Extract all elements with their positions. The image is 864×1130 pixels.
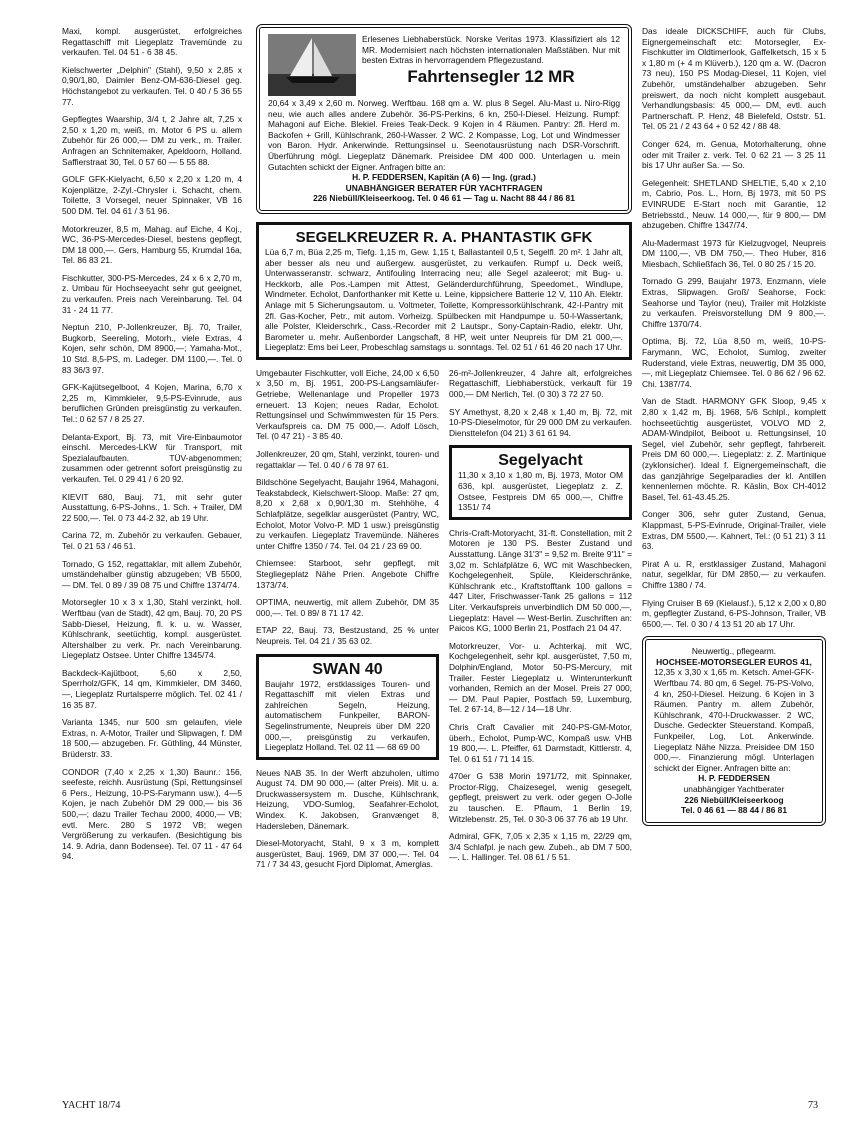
fahrtensegler-contact3: 226 Niebüll/Kleiseerkoog. Tel. 0 46 61 — Tag u. Nacht 88 44 / 86 81 (313, 193, 575, 204)
classified-ad: 470er G 538 Morin 1971/72, mit Spinnaker, Proctor-Rigg, Chaizesegel, wenig gesegelt, gepflegt, preiswert zu verk. oder gegen O-Jolle zu tauschen. E. Pflaum, 1 Berlin 19, Witzlebenstr. 25, Tel. 0 30-3 06 37 76 ab 19 Uhr. (449, 771, 632, 824)
middle-subcolumns (256, 368, 632, 877)
classified-ad: Jollenkreuzer, 20 qm, Stahl, verzinkt, touren- und regattaklar — Tel. 0 40 / 6 78 97 61. (256, 449, 439, 470)
classified-ad: Motorkreuzer, 8,5 m, Mahag. auf Eiche, 4 Koj., WC, 36-PS-Mercedes-Diesel, bestens gepflegt, DM 18 000,—. Gers, Hamburg 55, Krumdal 16a, Tel. 86 83 21. (62, 223, 242, 266)
classified-ad: Conger 306, sehr guter Zustand, Genua, Klappmast, 5-PS-Evinrude, Original-Trailer, viele Extras, DM 5500,—. Kahnert, Tel.: (0 51 21) 3 11 63. (642, 509, 826, 552)
column-right (642, 26, 826, 834)
middle-subcolumn-right (449, 368, 632, 877)
classified-ad: Motorkreuzer, Vor- u. Achterkaj. mit WC, Kochgelegenheit, sehr kpl. ausgerüstet, 7,50 m, Dolphin/England, Motor 50-PS-Mercury, mit Trailer. Fester Liegeplatz u. Winterunterkunft vorhanden, Remich an der Mosel. Preis 27 000,— DM. Paul Papier, Postfach 59, Luxemburg, Tel. 2 67-14, 8—12 / 14—18 Uhr. (449, 640, 632, 715)
classified-ad: Van de Stadt. HARMONY GFK Sloop, 9,45 x 2,80 x 1,42 m, Bj. 1968, 5/6 Schlpl., komplett hochseetüchtig ausgerüstet, VOLVO MD 2, ADAM-Windpilot, Beiboot u. Rettungsinsel, 10 Segel, viel Zubehör, sehr gepflegt, fahrbereit. Preis DM 60 000,—. Liegeplatz: z. Z. Martinique (zyklonsicher). Ideal f. Eignergemeinschaft, die das ganzjährige Segelparadies der kl. Antillen kennenlernen möchte. R. Käslin, Box CH-4012 Basel, Tel. 61-43.45.25. (642, 396, 826, 502)
sailboat-photo (268, 34, 356, 96)
classified-ad: Umgebauter Fischkutter, voll Eiche, 24,00 x 6,50 x 3,50 m, Bj. 1951, 200-PS-Langsamläufer-Getriebe, Wellenanlage und Propeller 1973 erneuert. 13 Kojen; neues Radar, Echolot. Rettungsinsel und Schwimmwesten für 15 Pers. Verkaufspreis ca. DM 75 000,—. Adolf Lösch, Tel. (0 47 21) - 3 85 40. (256, 367, 439, 442)
classified-ad: GFK-Kajütsegelboot, 4 Kojen, Marina, 6,70 x 2,25 m, Kimmkieler, 9,5-PS-Evinrude, aus beruflichen Gründen preisgünstig zu verkaufen. Tel.: 0 62 57 / 8 25 27. (62, 382, 242, 424)
classified-ad: Admiral, GFK, 7,05 x 2,35 x 1,15 m, 22/29 qm, 3/4 Schlafpl. je nach gew. Zubeh., ab DM 7 500,—. L. Hallinger. Tel. 08 61 / 5 51. (449, 831, 632, 863)
fahrtensegler-intro: Erlesenes Liebhaberstück. Norske Veritas 1973. Klassifiziert als 12 MR. Modernisiert nach höchsten internationalen Maßstäben. Nur mit besten Extras in hervorragendem Pflegezustand. (362, 34, 620, 66)
classified-ad: Bildschöne Segelyacht, Baujahr 1964, Mahagoni, Teakstabdeck, Kielschwert-Sloop. Maße: 27 qm, 8,20 x 2,68 x 0,90/1,30 m. Stehhöhe, 4 Schlafplätze, segelklar ausgerüstet (Pantry, WC, Echolot, Motor Volvo-P. MD 1 usw.) preisgünstig zu verkaufen. Liegeplatz Travemünde. Näheres unter Chiffre 1350 / 74. Tel. 04 21 / 23 69 00. (256, 477, 439, 551)
classified-ad: Maxi, kompl. ausgerüstet, erfolgreiches Regattaschiff mit Liegeplatz Travemünde zu verkaufen. Tel. 04 51 - 6 38 45. (62, 26, 242, 58)
classified-ad: CONDOR (7,40 x 2,25 x 1,30) Baunr.: 156, seefeste, reichh. Ausrüstung (Spi, Rettungsinsel 6 Pers., Heizung, 10-PS-Farymann usw.), 4—5 Kojen, je nach Zubehör DM 29 000,— bis 36 500,—; dazu Trailer Techau 2000, 4000,— VB; evtl. Merc. 280 S 1972 VB; wegen Vergrößerung zu verkaufen. (Besichtigung bis 14. 9. Adria, dann Bodensee). Tel. 07 11 - 47 64 94. (62, 766, 242, 862)
footer-magazine: YACHT 18/74 (62, 1100, 121, 1111)
classified-ad: Neptun 210, P-Jollenkreuzer, Bj. 70, Trailer, Bugkorb, Seereling, Motorh., viele Extras, 4 Kojen, sehr schön, DM 8900,—; Yamaha-Mot., 10 Std. 8,5-PS, m. Ladeger. DM 1100,—. Tel. 0 83 36/3 97. (62, 322, 242, 375)
middle-subcolumn-left (256, 368, 439, 877)
fahrtensegler-contact2: UNABHÄNGIGER BERATER FÜR YACHTFRAGEN (345, 182, 543, 193)
swan-title: SWAN 40 (312, 660, 383, 678)
fahrtensegler-title: Fahrtensegler 12 MR (407, 66, 575, 86)
classified-ad: GOLF GFK-Kielyacht, 6,50 x 2,20 x 1,20 m, 4 Kojenplätze, 2-Zyl.-Chrysler i. Schacht, chem. Toilette, 3 Vorsegel, neuer Spinnaker, VB 16 500 DM. Tel. 04 61 / 3 51 96. (62, 174, 242, 216)
classified-ad: Chiemsee: Starboot, sehr gepflegt, mit Stegliegeplatz Nähe Prien. Angebote Chiffre 1373/74. (256, 558, 439, 590)
hochsee-title: HOCHSEE-MOTORSEGLER EUROS 41, (656, 656, 812, 667)
fahrtensegler-contact: H. P. FEDDERSEN, Kapitän (A 6) — Ing. (grad.) (352, 172, 536, 183)
column-middle (256, 24, 632, 877)
hochsee-contact: H. P. FEDDERSEN (698, 773, 770, 784)
classified-ad: Delanta-Export, Bj. 73, mit Vire-Einbaumotor einschl. Mercedes-LKW für Transport, mit Spezialaufbauten. TÜV-abgenommen; zusammen oder getrennt sofort preisgünstig zu verkaufen. Tel. 0 29 41 / 6 20 92. (62, 431, 242, 484)
classified-ad: Gepflegtes Waarship, 3/4 t, 2 Jahre alt, 7,25 x 2,50 x 1,20 m, weiß, m. Motor 6 PS u. allem Zubehör für 26 000,— DM zu verk., m. Trailer. Anfragen an Schnitemaker, Apeldoorn, Holland. Saffierstraat 30, Tel. 0 57 60 — 5 55 88. (62, 114, 242, 167)
classified-ad: Optima, Bj. 72, Lüa 8,50 m, weiß, 10-PS-Farymann, WC, Echolot, Sumlog, zweiter Ruderstand, viele Extras, neuwertig, DM 35 000,—, mit Liegeplatz Chiemsee. Tel. 0 86 62 / 96 62. Chi. 1387/74. (642, 336, 826, 389)
classified-ad: Motorsegler 10 x 3 x 1,30, Stahl verzinkt, holl. Werftbau (van de Stadt), 42 qm, Bauj. 70, 20 PS Sabb-Diesel, Heizung, fl. k. u. w. Wasser, Kühlschrank, seetüchtig, kompl. ausgerüstet. Altershalber zu verk. Pr. nach Vereinbarung. Liegeplatz Ostsee. Unter Chiffre 1345/74. (62, 597, 242, 661)
ad-segelyacht (449, 445, 632, 519)
classified-ad: Pirat A u. R, erstklassiger Zustand, Mahagoni natur, segelklar, für DM 2850,— zu verkaufen. Chiffre 1380 / 74. (642, 558, 826, 590)
hochsee-body: 12,35 x 3,30 x 1,65 m. Ketsch. Amel-GFK-Werftbau 74. 80 qm, 6 Segel. 75-PS-Volvo, 4 kn, 250-l-Diesel. Heizung. 6 Kojen in 3 Räumen. Pantry m. allem Zubehör, Kühlschrank, 470-l-Druckwasser. 2 WC, Dusche. Gedeckter Steuerstand. Kompaß, Funkpeiler, Log, Lot. Ankerwinde. Liegeplatz Nähe Nizza. Preisidee DM 150 000,—. Finanzierung mögl. Unterlagen schickt der Eigner. Anfragen bitte an: (654, 667, 814, 773)
classified-ad: Tornado, G 152, regattaklar, mit allem Zubehör, umständehalber günstig abzugeben; VB 5500,— DM. Tel. 0 89 / 39 08 75 und Chiffre 1374/74. (62, 558, 242, 590)
column-left (62, 26, 242, 869)
classified-ad: Kielschwerter „Delphin" (Stahl), 9,50 x 2,85 x 0,90/1,80, Daimler Benz-OM-636-Diesel geg. Höchstangebot zu verkaufen. Tel. 0 40 / 5 36 55 77. (62, 64, 242, 107)
hochsee-intro: Neuwertig., pflegearm. (691, 646, 777, 657)
classified-ad: Varianta 1345, nur 500 sm gelaufen, viele Extras, n. A-Motor, Trailer und Slipwagen, f. DM 18 500,— abzugeben. Fr. Güthling, 44 Münster, Brüderstr. 33. (62, 717, 242, 760)
classified-ad: Alu-Madermast 1973 für Kielzugvogel, Neupreis DM 1100,—, VB DM 750,—. Theo Huber, 816 Miesbach, Schließfach 36, Tel. 0 80 25 / 15 20. (642, 237, 826, 269)
segelyacht-title: Segelyacht (498, 452, 583, 470)
footer-page-number: 73 (808, 1100, 818, 1111)
ad-fahrtensegler (256, 24, 632, 214)
classified-ad: Conger 624, m. Genua, Motorhalterung, ohne oder mit Trailer z. verk. Tel. 0 62 21 — 3 25 11 bis 17 Uhr außer Sa. — So. (642, 138, 826, 171)
segelyacht-body: 11,30 x 3,10 x 1,80 m, Bj. 1973, Motor OM 636, kpl. ausgerüstet, Liegeplatz z. Z. Ostsee, Festpreis DM 65 000,—, Chiffre 1351/ 74 (458, 470, 623, 513)
hochsee-contact3: 226 Niebüll/Kleiseerkoog (684, 794, 784, 805)
classified-ad: KIEVIT 680, Bauj. 71, mit sehr guter Ausstattung, 6-PS-Johns., 1. Sch. + Trailer, DM 22 500,—. Tel. 0 73 44-2 32, ab 19 Uhr. (62, 491, 242, 523)
classified-ad: Neues NAB 35. In der Werft abzuholen, ultimo August 74. DM 90 000,— (alter Preis). Mit u. a. Druckwassersystem m. Dusche, Kühlschrank, Heizung, VDO-Sumlog, Seafahrer-Echolot, Windex. K. Jakobsen, Granvænget 8, Hadersleben, Dänemark. (256, 767, 439, 831)
classified-ad: Flying Cruiser B 69 (Kielausf.), 5,12 x 2,00 x 0,80 m, gepflegter Zustand, 6-PS-Johnson, Trailer, VB 6500,—. Tel. 0 30 / 4 13 51 20 ab 17 Uhr. (642, 597, 826, 629)
classified-ad: Gelegenheit: SHETLAND SHELTIE, 5,40 x 2,10 m, Cabrio, Pos. L., Horn, Bj 1973, mit 50 PS EVINRUDE E-Start noch mit Garantie, 12 Betriebsstd., Neuw. 14 000,—, für 9 800,— DM abzugeben. Chiffre 1347/74. (642, 177, 826, 231)
classified-ad: ETAP 22, Bauj. 73, Bestzustand, 25 % unter Neupreis. Tel. 04 21 / 35 63 02. (256, 625, 439, 646)
hochsee-contact2: unabhängiger Yachtberater (683, 784, 785, 794)
classified-ad: Carina 72, m. Zubehör zu verkaufen. Gebauer, Tel. 0 21 53 / 46 51. (62, 530, 242, 551)
fahrtensegler-body: 20,64 x 3,49 x 2,60 m. Norweg. Werftbau. 168 qm a. W. plus 8 Segel. Alu-Mast u. Niro-Rigg neu, wie auch alles andere Zubehör. 36-PS-Perkins, 6 kn, 250-l-Diesel. Heizung. Rumpf: Mahagoni auf Eiche. Blekiel. Freies Teak-Deck. 9 Kojen in 4 Räumen. Pantry: 2fl. Herd m. Backofen + Grill, Kühlschrank, 260-l-Wasser. 2 WC. 2 Kompasse, Log, Lot und Windmesser von Baron. Hydr. Ankerwinde. Rettungsinsel u. Seenotausrüstung nach DSR-Vorschrift. Überführung mögl. Liegeplatz Dänemark. Preisidee DM 400 000. Unterlagen u. mein Gutachten schickt der Eigner. Anfragen bitte an: (268, 98, 620, 172)
classified-ad: Chris Craft Cavalier mit 240-PS-GM-Motor, überh., Echolot, Pump-WC, Kompaß usw. VHB 19 800,—. L. Pfeiffer, 61 Darmstadt, Kittlerstr. 4, Tel. 0 61 51 / 71 14 15. (449, 721, 632, 764)
classified-ad: Fischkutter, 300-PS-Mercedes, 24 x 6 x 2,70 m, z. Umbau für Hochseeyacht sehr gut geeignet, zu verkaufen. Preis nach Vereinbarung. Tel. 04 31 - 24 11 77. (62, 272, 242, 315)
classified-ad: Chris-Craft-Motoryacht, 31-ft. Constellation, mit 2 Motoren je 130 PS. Bester Zustand und Ausstattung. Länge 31'3" = 9,52 m. Breite 9'11" = 3,02 m. Schlafplätze 6, WC mit Waschbecken, Kochgelegenheit, Spüle, Kleiderschränke, Kühlschrank etc., Kraftstofftank 100 gallons = 447 Liter, Frischwasser-Tank 25 gallons = 112 Liter. Verkaufspreis unverbindlich DM 50 000,—, Liegeplatz: Havel — West-Berlin. Zuschriften an: Paicos KG, 1000 Berlin 21, Postfach 21 04 47. (449, 527, 632, 634)
hochsee-contact4: Tel. 0 46 61 — 88 44 / 86 81 (681, 805, 787, 816)
ad-phantastik (256, 222, 632, 360)
classified-ad: 26-m²-Jollenkreuzer, 4 Jahre alt, erfolgreiches Regattaschiff, Liebhaberstück, verkauft für 19 000,— DM Nerlich, Tel. (0 30) 3 72 27 50. (449, 367, 632, 400)
classified-ad: Das ideale DICKSCHIFF, auch für Clubs, Eignergemeinschaft etc: Motorsegler, Ex-Fischkutter im Oldtimerlook, Gaffelketsch, 15 x 5 x 1,80 m (+ 4 m Klüverb.), 120 qm a. W. (Dacron 73 neu), 150 PS Modag-Diesel, 11 Kojen, viel Zubehör, umständehalber abzugeben. Sehr preiswert, da noch nicht komplett ausgebaut. Verhandlungsbasis: 45 000,— DM, evtl. auch Partnerschaft. P. Henz, 48 Bielefeld, Oststr. 51. Tel. 05 21 / 2 43 64 + 0 52 42 / 88 48. (642, 26, 826, 132)
phantastik-title: SEGELKREUZER R. A. PHANTASTIK GFK (295, 228, 593, 246)
ad-swan-40 (256, 654, 439, 760)
phantastik-body: Lüa 6,7 m, Büa 2,25 m, Tiefg. 1,15 m, Gew. 1,15 t, Ballastanteil 0,5 t, Segelfl. 20 m². 1 Jahr alt, aber besser als neu und außergew. ausgerüstet, zu verkaufen. Rumpf u. Deck weiß, Unterwasseranstr. schwarz, Antifouling Interracing neu; alle Segel azaleerot; mit Bug- u. Heckkorb, alle Pos.-Lampen mit Attest, Geländerdurchführung, Speedomet., Windlupe, Windmeter. Echolot, Danforthanker mit Kette u. Leine, kippsichere Batterie 12 V, 110 Ah. Elektr. Anlage mit 5 Sicherungsautom. u. Voltmeter, Toilette, Kompressorkühlschrank, 42-l-Pantry mit 2fl. Gas-Kocher, Petr., mit autom. Vorheizg. Spülbecken mit Handpumpe u. 50-l-Wassertank, alle Polster, Kleiderschrk., Cass.-Recorder mit 2 Lautspr., Sony-Captain-Radio, elektr. Uhr, Barometer u. mehr. Außenborder Langschaft, 8 HP, weit unter Neupreis für DM 21 000,—. Liegeplatz: Ems bei Leer, Probeschlag samstags u. sonntags. Tel. 02 51 / 61 46 20 nach 17 Uhr. (265, 246, 623, 353)
ad-hochsee-motorsegler (642, 636, 826, 826)
classified-ad: Diesel-Motoryacht, Stahl, 9 x 3 m, komplett ausgerüstet, Bauj. 1969, DM 37 000,—. Tel. 04 71 / 7 34 43, gesucht Fjord Diplomat, Amerglas. (256, 838, 439, 870)
classified-ad: OPTIMA, neuwertig, mit allem Zubehör, DM 35 000,—. Tel. 0 89/ 8 71 17 42. (256, 597, 439, 618)
classified-ad: Backdeck-Kajütboot, 5,60 x 2,50, Sperrholz/GFK, 14 qm, Kimmkieler, DM 3460,—, Liegeplatz Rurtalsperre möglich. Tel. 02 41 / 16 35 87. (62, 667, 242, 710)
classified-ad: SY Amethyst, 8,20 x 2,48 x 1,40 m, Bj. 72, mit 10-PS-Dieselmotor, für 29 000 DM zu verkaufen. Diensttelefon (04 21) 3 61 61 94. (449, 406, 632, 438)
classified-ad: Tornado G 299, Baujahr 1973, Enzmann, viele Extras, Slipwagen. Groß/ Seahorse, Fock: Seahorse und Taylor (neu), Trailer mit Holzkiste zu verkaufen. Preisvorstellung DM 9 800,—. Chiffre 1370/74. (642, 276, 826, 329)
swan-body: Baujahr 1972, erstklassiges Touren- und Regattaschiff mit vielen Extras und zahlreichen Segeln, Heizung, automatischem Funkpeiler, BARON-Segelinstrumente, Neupreis über DM 220 000,—, preisgünstig zu verkaufen, Liegeplatz Holland. Tel. 02 11 — 68 69 00 (265, 678, 430, 753)
